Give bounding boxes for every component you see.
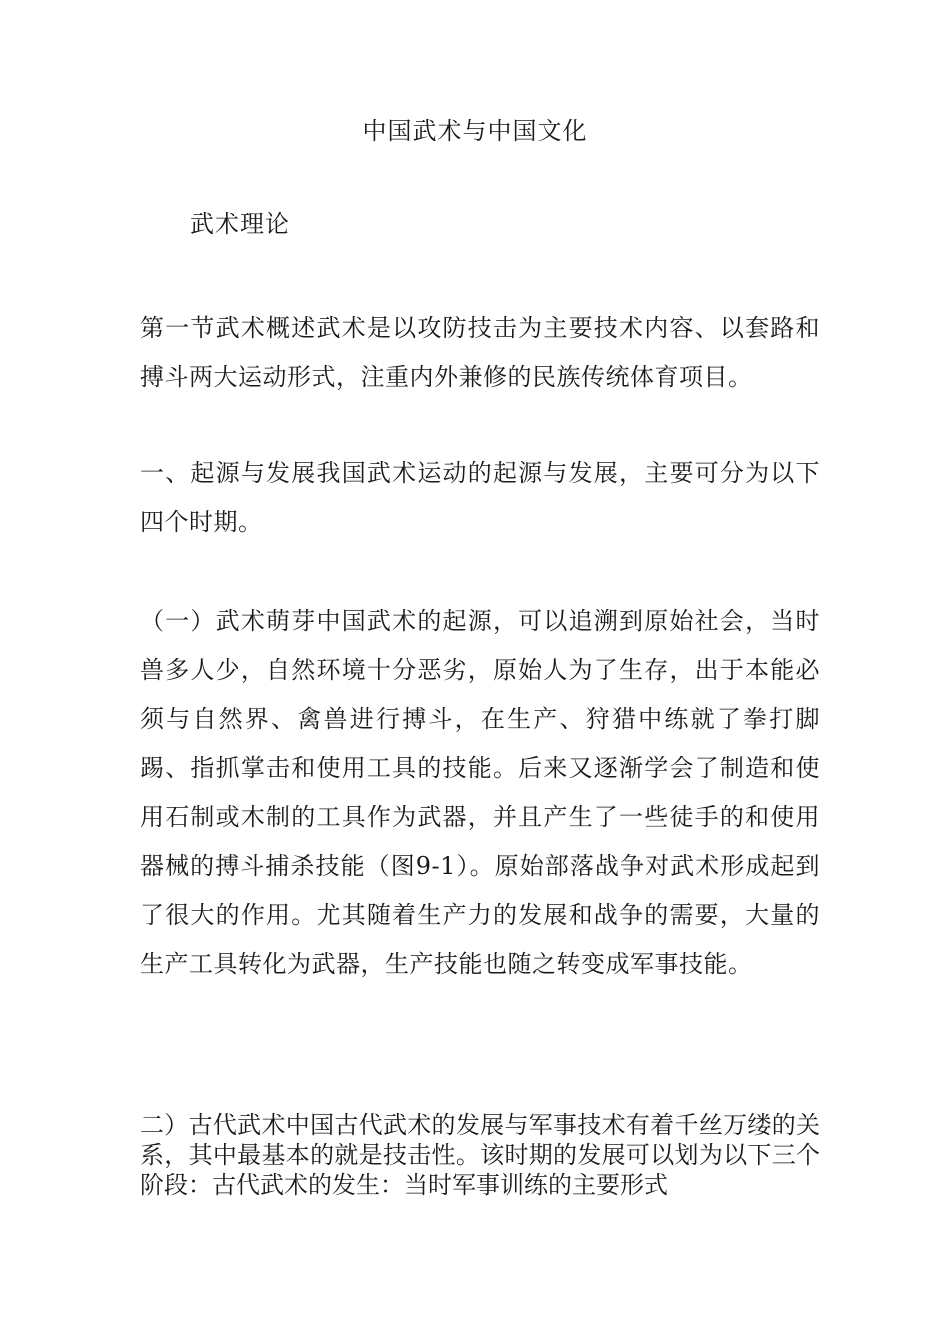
paragraph-sprout: （一）武术萌芽中国武术的起源，可以追溯到原始社会，当时兽多人少，自然环境十分恶劣，原始人为了生存，出于本能必须与自然界、禽兽进行搏斗，在生产、狩猎中练就了拳打脚踢、指抓掌击和使用工具的技能。后来又逐渐学会了制造和使用石制或木制的工具作为武器，并且产生了一些徒手的和使用器械的搏斗捕杀技能（图9-1）。原始部落战争对武术形成起到了很大的作用。尤其随着生产力的发展和战争的需要，大量的生产工具转化为武器，生产技能也随之转变成军事技能。 (140, 607, 820, 978)
paragraph-origin: 一、起源与发展我国武术运动的起源与发展，主要可分为以下四个时期。 (140, 459, 820, 536)
document-subtitle: 武术理论 (190, 210, 290, 238)
document-title: 中国武术与中国文化 (362, 117, 588, 145)
paragraph-ancient: 二）古代武术中国古代武术的发展与军事技术有着千丝万缕的关系，其中最基本的就是技击性。该时期的发展可以划为以下三个阶段：古代武术的发生：当时军事训练的主要形式 (140, 1111, 820, 1199)
paragraph-overview: 第一节武术概述武术是以攻防技击为主要技术内容、以套路和搏斗两大运动形式，注重内外兼修的民族传统体育项目。 (140, 314, 820, 391)
